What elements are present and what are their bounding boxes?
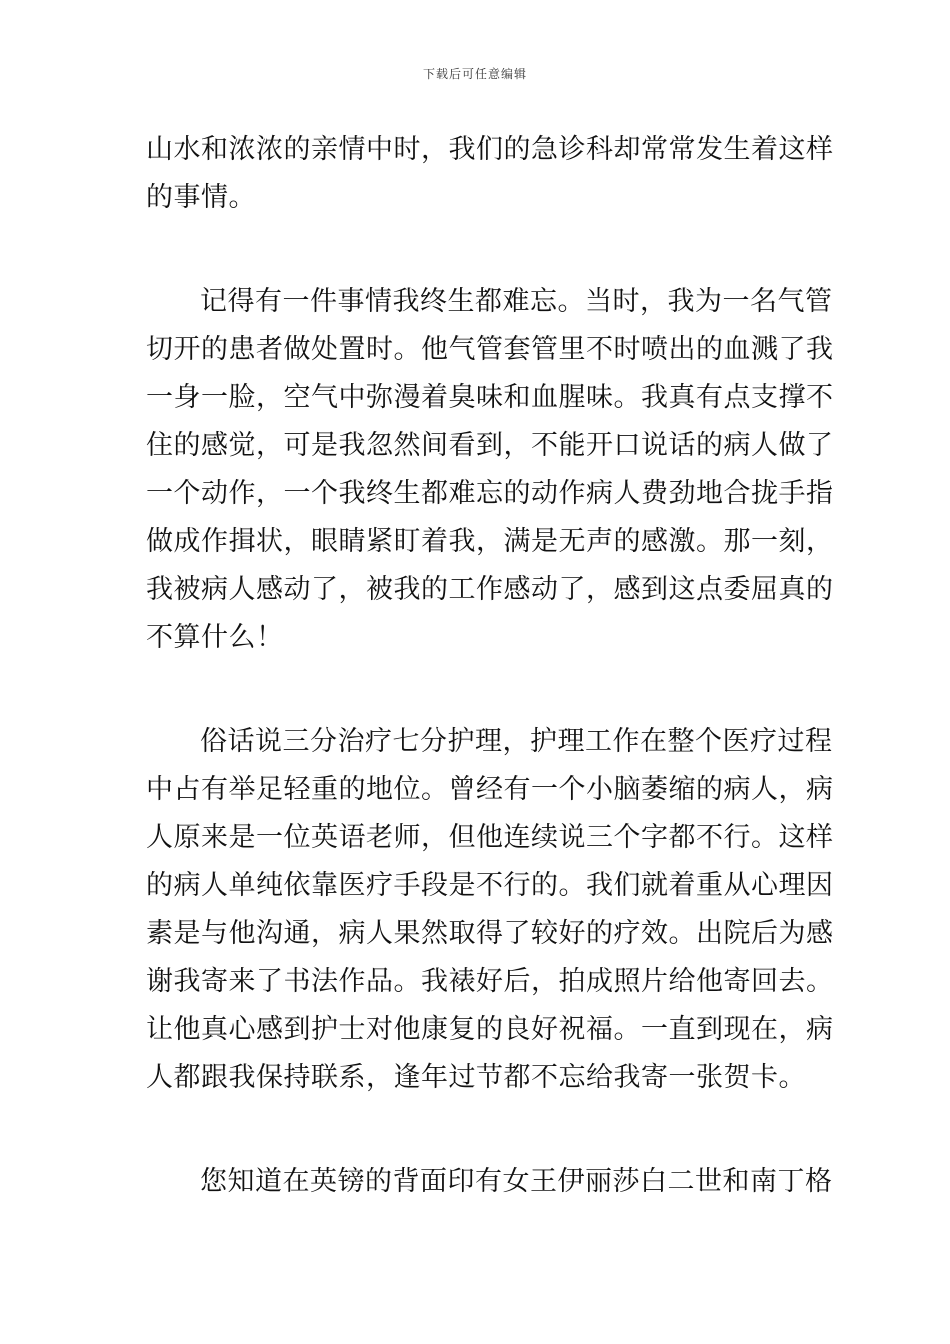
paragraph-4-line-1: 您知道在英镑的背面印有女王伊丽莎白二世和南丁格 (200, 1166, 833, 1197)
paragraph-3-line-1: 俗话说三分治疗七分护理，护理工作在整个医疗过程 (200, 726, 833, 757)
paragraph-1-line-2: 的事情。 (146, 182, 256, 213)
paragraph-3-line-4: 的病人单纯依靠医疗手段是不行的。我们就着重从心理因 (146, 870, 834, 901)
paragraph-2-line-7: 我被病人感动了，被我的工作感动了，感到这点委屈真的 (146, 574, 834, 605)
paragraph-3-line-6: 谢我寄来了书法作品。我裱好后，拍成照片给他寄回去。 (146, 966, 834, 997)
paragraph-2-line-3: 一身一脸，空气中弥漫着臭味和血腥味。我真有点支撑不 (146, 382, 834, 413)
paragraph-2-line-6: 做成作揖状，眼睛紧盯着我，满是无声的感激。那一刻， (146, 526, 834, 557)
paragraph-1-line-1: 山水和浓浓的亲情中时，我们的急诊科却常常发生着这样 (146, 134, 834, 165)
paragraph-2-line-2: 切开的患者做处置时。他气管套管里不时喷出的血溅了我 (146, 334, 834, 365)
paragraph-2-line-5: 一个动作，一个我终生都难忘的动作病人费劲地合拢手指 (146, 478, 834, 509)
paragraph-3-line-2: 中占有举足轻重的地位。曾经有一个小脑萎缩的病人，病 (146, 774, 834, 805)
paragraph-3-line-7: 让他真心感到护士对他康复的良好祝福。一直到现在，病 (146, 1014, 834, 1045)
paragraph-3-line-8: 人都跟我保持联系，逢年过节都不忘给我寄一张贺卡。 (146, 1062, 806, 1093)
paragraph-2-line-8: 不算什么！ (146, 622, 284, 653)
paragraph-2-line-4: 住的感觉，可是我忽然间看到，不能开口说话的病人做了 (146, 430, 834, 461)
paragraph-3-line-5: 素是与他沟通，病人果然取得了较好的疗效。出院后为感 (146, 918, 834, 949)
paragraph-3-line-3: 人原来是一位英语老师，但他连续说三个字都不行。这样 (146, 822, 834, 853)
page-header: 下载后可任意编辑 (422, 67, 527, 81)
paragraph-2-line-1: 记得有一件事情我终生都难忘。当时，我为一名气管 (200, 286, 833, 317)
